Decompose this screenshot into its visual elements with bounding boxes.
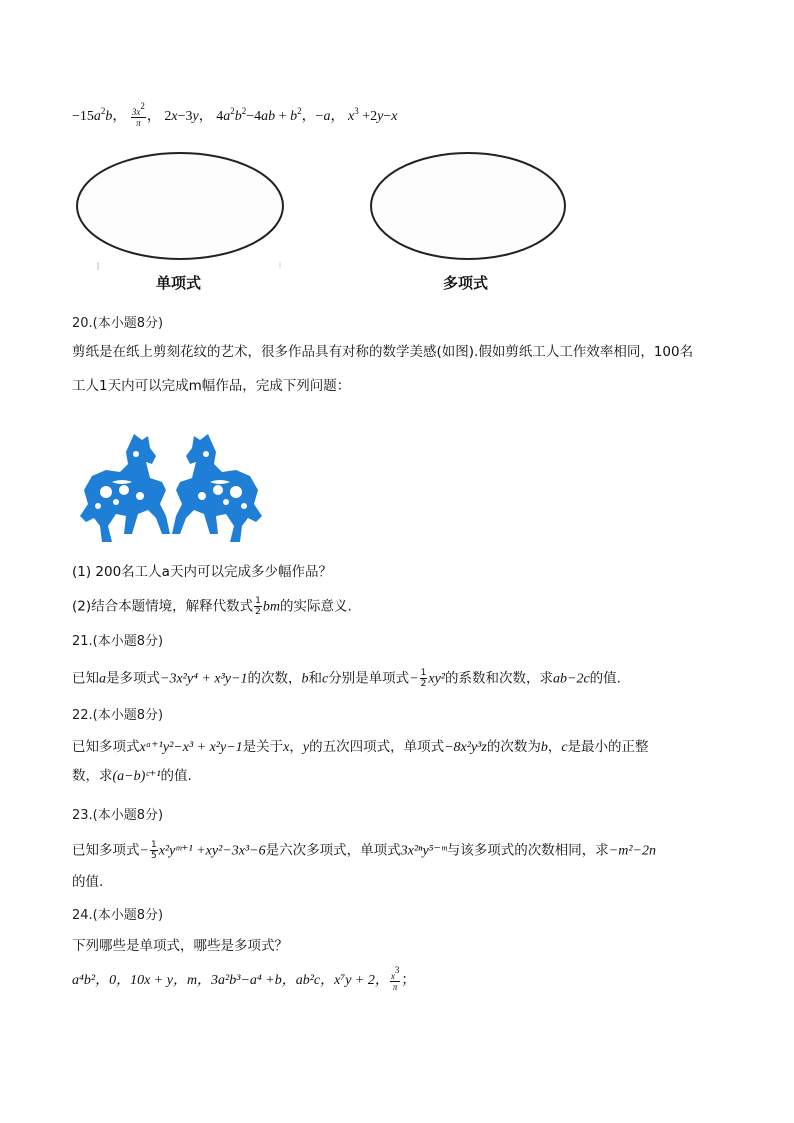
polynomial-set-ellipse <box>364 150 574 270</box>
q24-list-text: a⁴b²，0，10x + y，m，3a²b³−a⁴ +b，ab²c，x⁷y + 2， <box>72 973 389 989</box>
q20-sub2 <box>72 596 352 618</box>
q21-expression: ab−2c <box>553 671 590 687</box>
q22-text-line2: 数，求(a−b)ᶜ⁺¹的值. <box>72 768 192 784</box>
q23-text-line2: 的值. <box>72 874 104 890</box>
q22-expression: (a−b)ᶜ⁺¹ <box>112 769 161 784</box>
paper-cut-deer-icon <box>76 430 266 550</box>
q21-polynomial: −3x²y⁴ + x³y−1 <box>160 671 248 687</box>
q22-text-line1: 已知多项式xᵃ⁺¹y²−x³ + x²y−1是关于x，y的五次四项式，单项式−8x²y³z的次数为b，c是最小的正整 <box>72 739 649 755</box>
q20-sub1: (1) 200名工人a天内可以完成多少幅作品？ <box>72 564 332 580</box>
q20-sub2-frac-den: 2 <box>255 607 261 617</box>
q24-list: a⁴b²，0，10x + y，m，3a²b³−a⁴ +b，ab²c，x⁷y + 2， $\frac{x^3}{\pi}$ ； <box>72 965 416 992</box>
q20-sub2-frac-num: 1 <box>255 596 261 606</box>
q22-polynomial: xᵃ⁺¹y²−x³ + x²y−1 <box>139 740 243 755</box>
q20-text-line1: 剪纸是在纸上剪刻花纹的艺术，很多作品具有对称的数学美感(如图).假如剪纸工人工作效率相同，100名 <box>72 344 694 360</box>
q23-expression: −m²−2n <box>608 843 656 859</box>
monomial-label: 单项式 <box>156 274 202 292</box>
q20-heading: 20.(本小题8分) <box>72 316 164 331</box>
q23-heading: 23.(本小题8分) <box>72 808 164 823</box>
q19-fraction: $\frac{3x^2}{\pi}$ <box>131 101 145 128</box>
q23-text-line1: 已知多项式− $\frac{1}{5}$ x²yᵐ⁺¹ +xy²−3x³−6是六次多项式，单项式3x²ⁿy⁵⁻ᵐ与该多项式的次数相同，求−m²−2n <box>72 840 656 861</box>
monomial-set-ellipse <box>70 150 290 270</box>
q20-text-line2: 工人1天内可以完成m幅作品，完成下列问题： <box>72 378 351 394</box>
q24-heading: 24.(本小题8分) <box>72 908 164 923</box>
q20-sub2-post: 的实际意义. <box>279 598 352 615</box>
q22-heading: 22.(本小题8分) <box>72 708 164 723</box>
q24-text-line1: 下列哪些是单项式，哪些是多项式？ <box>72 938 288 954</box>
q20-sub2-pre: (2)结合本题情境，解释代数式 <box>72 598 254 615</box>
q22-monomial: −8x²y³z <box>444 740 487 755</box>
q21-monomial: xy² <box>428 671 445 687</box>
q21-text: 已知a是多项式−3x²y⁴ + x³y−1的次数，b和c分别是单项式− $\frac{1}{2}$ xy²的系数和次数，求ab−2c的值. <box>72 668 621 689</box>
polynomial-label: 多项式 <box>443 274 489 292</box>
q19-expression-list: $-15a^2b$， $\frac{3x^2}{\pi}$ ， 2x−3y， $4a^2b^2-4ab + b^2$，−a， $x^3 +2y-x$ <box>72 101 398 128</box>
q23-monomial: 3x²ⁿy⁵⁻ᵐ <box>400 843 447 859</box>
q20-sub2-expr: bm <box>262 599 280 615</box>
q21-heading: 21.(本小题8分) <box>72 634 164 649</box>
q23-polynomial: x²yᵐ⁺¹ +xy²−3x³−6 <box>158 843 266 859</box>
